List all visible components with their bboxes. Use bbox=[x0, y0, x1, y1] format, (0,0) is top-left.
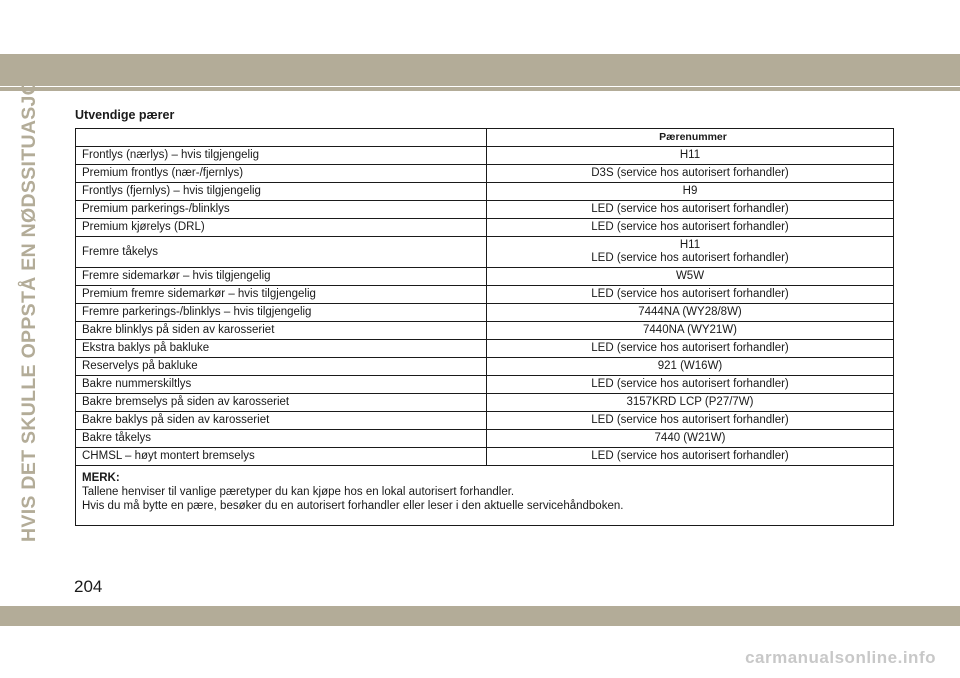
table-row bbox=[76, 147, 894, 165]
footer-watermark[interactable]: carmanualsonline.info bbox=[745, 648, 936, 667]
bulb-location: Premium parkerings-/blinklys bbox=[76, 201, 487, 219]
bulb-number: H11 bbox=[679, 239, 701, 251]
section-title: Utvendige pærer bbox=[75, 108, 175, 122]
bulb-number: LED (service hos autorisert forhandler) bbox=[487, 201, 894, 219]
header-bulb-number: Pærenummer bbox=[487, 129, 894, 147]
bulb-location: Premium kjørelys (DRL) bbox=[76, 219, 487, 237]
page-number: 204 bbox=[74, 577, 103, 596]
table-row bbox=[76, 430, 894, 448]
bulb-location: Fremre parkerings-/blinklys – hvis tilgjengelig bbox=[76, 304, 487, 322]
table-row bbox=[76, 237, 894, 268]
bulb-number: H9 bbox=[487, 183, 894, 201]
bulb-location: Frontlys (fjernlys) – hvis tilgjengelig bbox=[76, 183, 487, 201]
bulb-location: CHMSL – høyt montert bremselys bbox=[76, 448, 487, 466]
table-row bbox=[76, 268, 894, 286]
bulb-number: LED (service hos autorisert forhandler) bbox=[487, 219, 894, 237]
bulb-number: W5W bbox=[487, 268, 894, 286]
bulb-location: Bakre nummerskiltlys bbox=[76, 376, 487, 394]
note-line: Hvis du må bytte en pære, besøker du en autorisert forhandler eller leser i den aktuelle servicehåndboken. bbox=[82, 500, 624, 512]
note-heading: MERK: bbox=[82, 472, 120, 484]
table-row bbox=[76, 376, 894, 394]
note-line: Tallene henviser til vanlige pæretyper du kan kjøpe hos en lokal autorisert forhandler. bbox=[82, 486, 515, 498]
bulb-location: Bakre tåkelys bbox=[76, 430, 487, 448]
bulb-location: Reservelys på bakluke bbox=[76, 358, 487, 376]
bulb-number: LED (service hos autorisert forhandler) bbox=[487, 286, 894, 304]
top-band bbox=[0, 54, 960, 86]
bulb-location: Fremre tåkelys bbox=[76, 237, 487, 268]
table-header-row bbox=[76, 129, 894, 147]
header-label-cell bbox=[76, 129, 487, 147]
bulb-number: 7444NA (WY28/8W) bbox=[487, 304, 894, 322]
table-row bbox=[76, 358, 894, 376]
bulb-number: LED (service hos autorisert forhandler) bbox=[487, 448, 894, 466]
bulb-location: Bakre blinklys på siden av karosseriet bbox=[76, 322, 487, 340]
bulb-location: Premium frontlys (nær-/fjernlys) bbox=[76, 165, 487, 183]
side-chapter-title: HVIS DET SKULLE OPPSTÅ EN NØDSSITUASJON bbox=[18, 65, 40, 542]
table-row bbox=[76, 304, 894, 322]
bulb-location: Ekstra baklys på bakluke bbox=[76, 340, 487, 358]
bulb-table bbox=[75, 128, 894, 526]
bulb-number: 921 (W16W) bbox=[487, 358, 894, 376]
bulb-number: 7440NA (WY21W) bbox=[487, 322, 894, 340]
top-divider bbox=[0, 87, 960, 91]
bulb-location: Bakre bremselys på siden av karosseriet bbox=[76, 394, 487, 412]
bulb-number: H11 bbox=[487, 147, 894, 165]
table-row bbox=[76, 165, 894, 183]
table-row bbox=[76, 448, 894, 466]
bulb-number-multi bbox=[487, 237, 894, 268]
bulb-number: D3S (service hos autorisert forhandler) bbox=[487, 165, 894, 183]
bulb-location: Fremre sidemarkør – hvis tilgjengelig bbox=[76, 268, 487, 286]
table-row bbox=[76, 201, 894, 219]
side-chapter-label bbox=[18, 65, 56, 542]
bulb-number: LED (service hos autorisert forhandler) bbox=[591, 252, 789, 264]
bulb-number: LED (service hos autorisert forhandler) bbox=[487, 376, 894, 394]
bulb-number: LED (service hos autorisert forhandler) bbox=[487, 340, 894, 358]
table-row bbox=[76, 286, 894, 304]
table-row bbox=[76, 340, 894, 358]
table-row bbox=[76, 322, 894, 340]
bulb-location: Bakre baklys på siden av karosseriet bbox=[76, 412, 487, 430]
bulb-number: LED (service hos autorisert forhandler) bbox=[487, 412, 894, 430]
table-row bbox=[76, 219, 894, 237]
bulb-location: Frontlys (nærlys) – hvis tilgjengelig bbox=[76, 147, 487, 165]
table-row bbox=[76, 183, 894, 201]
note-row bbox=[76, 466, 894, 526]
bulb-number: 7440 (W21W) bbox=[487, 430, 894, 448]
note-cell bbox=[76, 466, 894, 526]
table-row bbox=[76, 412, 894, 430]
bulb-number: 3157KRD LCP (P27/7W) bbox=[487, 394, 894, 412]
bottom-band bbox=[0, 606, 960, 626]
table-row bbox=[76, 394, 894, 412]
bulb-location: Premium fremre sidemarkør – hvis tilgjengelig bbox=[76, 286, 487, 304]
